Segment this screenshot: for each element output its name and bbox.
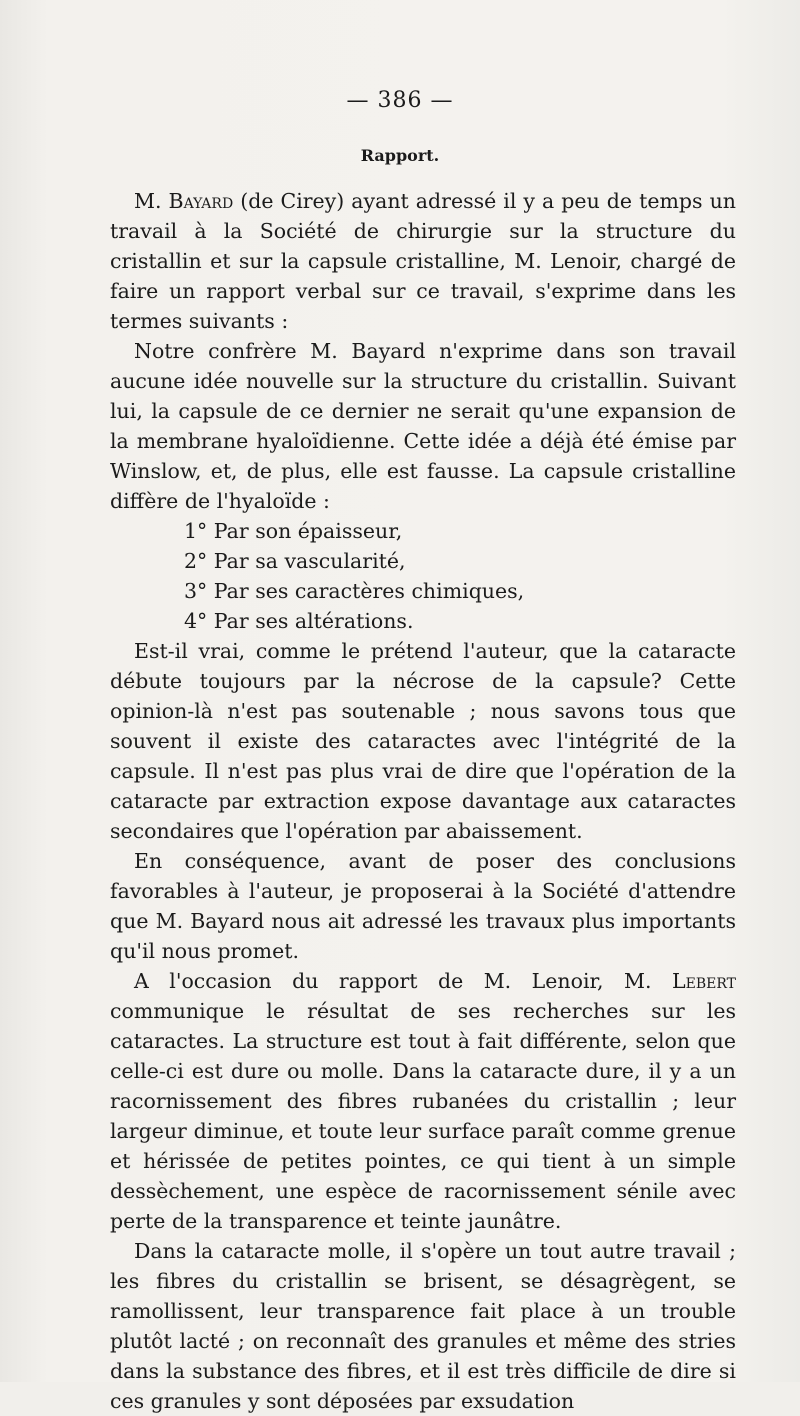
author-name-bayard: Bayard (168, 189, 234, 213)
paragraph-5-rest: communique le résultat de ses recherches sur les cataractes. La structure est tout à fait différente, selon que celle-ci est dure ou molle. Dans la cataracte dure, il y a un racornissement des fibres rubanées du cristallin ; leur largeur diminue, et toute leur surface paraît comme grenue et hérissée de petites pointes, ce qui tient à un simple dessèchement, une espèce de racornissement sénile avec perte de la transparence et teinte jaunâtre. (110, 999, 736, 1233)
list-item: 2° Par sa vascularité, (184, 549, 406, 573)
paragraph-5 (110, 966, 736, 1236)
paragraph-4: En conséquence, avant de poser des conclusions favorables à l'auteur, je proposerai à la Société d'attendre que M. Bayard nous ait adressé les travaux plus importants qu'il nous promet. (110, 849, 736, 963)
paragraph-6: Dans la cataracte molle, il s'opère un tout autre travail ; les fibres du cristallin se brisent, se désagrègent, se ramollissent, leur transparence fait place à un trouble plutôt lacté ; on reconnaît des granules et même des stries dans la substance des fibres, et il est très difficile de dire si ces granules y sont déposées par exsudation (110, 1239, 736, 1413)
paragraph-1-rest: (de Cirey) ayant adressé il y a peu de temps un travail à la Société de chirurgie sur la structure du cristallin et sur la capsule cristalline, M. Lenoir, chargé de faire un rapport verbal sur ce travail, s'exprime dans les termes suivants : (110, 189, 736, 333)
page-number: — 386 — (346, 88, 454, 113)
author-name-lebert: Lebert (672, 969, 736, 993)
list-item: 4° Par ses altérations. (184, 609, 414, 633)
list-item: 3° Par ses caractères chimiques, (184, 579, 525, 603)
section-heading: Rapport. (360, 146, 440, 165)
paragraph-2: Notre confrère M. Bayard n'exprime dans son travail aucune idée nouvelle sur la structure du cristallin. Suivant lui, la capsule de ce dernier ne serait qu'une expansion de la membrane hyaloïdienne. Cette idée a déjà été émise par Winslow, et, de plus, elle est fausse. La capsule cristalline diffère de l'hyaloïde : (110, 339, 736, 513)
list-item: 1° Par son épaisseur, (184, 519, 403, 543)
paragraph-1 (110, 186, 736, 336)
differences-list (110, 516, 736, 636)
body-text (110, 186, 736, 1416)
paragraph-1-start: M. (134, 189, 169, 213)
paragraph-5-start: A l'occasion du rapport de M. Lenoir, M. (134, 969, 673, 993)
paragraph-3: Est-il vrai, comme le prétend l'auteur, que la cataracte débute toujours par la nécrose de la capsule? Cette opinion-là n'est pas soutenable ; nous savons tous que souvent il existe des cataractes avec l'intégrité de la capsule. Il n'est pas plus vrai de dire que l'opération de la cataracte par extraction expose davantage aux cataractes secondaires que l'opération par abaissement. (110, 639, 736, 843)
